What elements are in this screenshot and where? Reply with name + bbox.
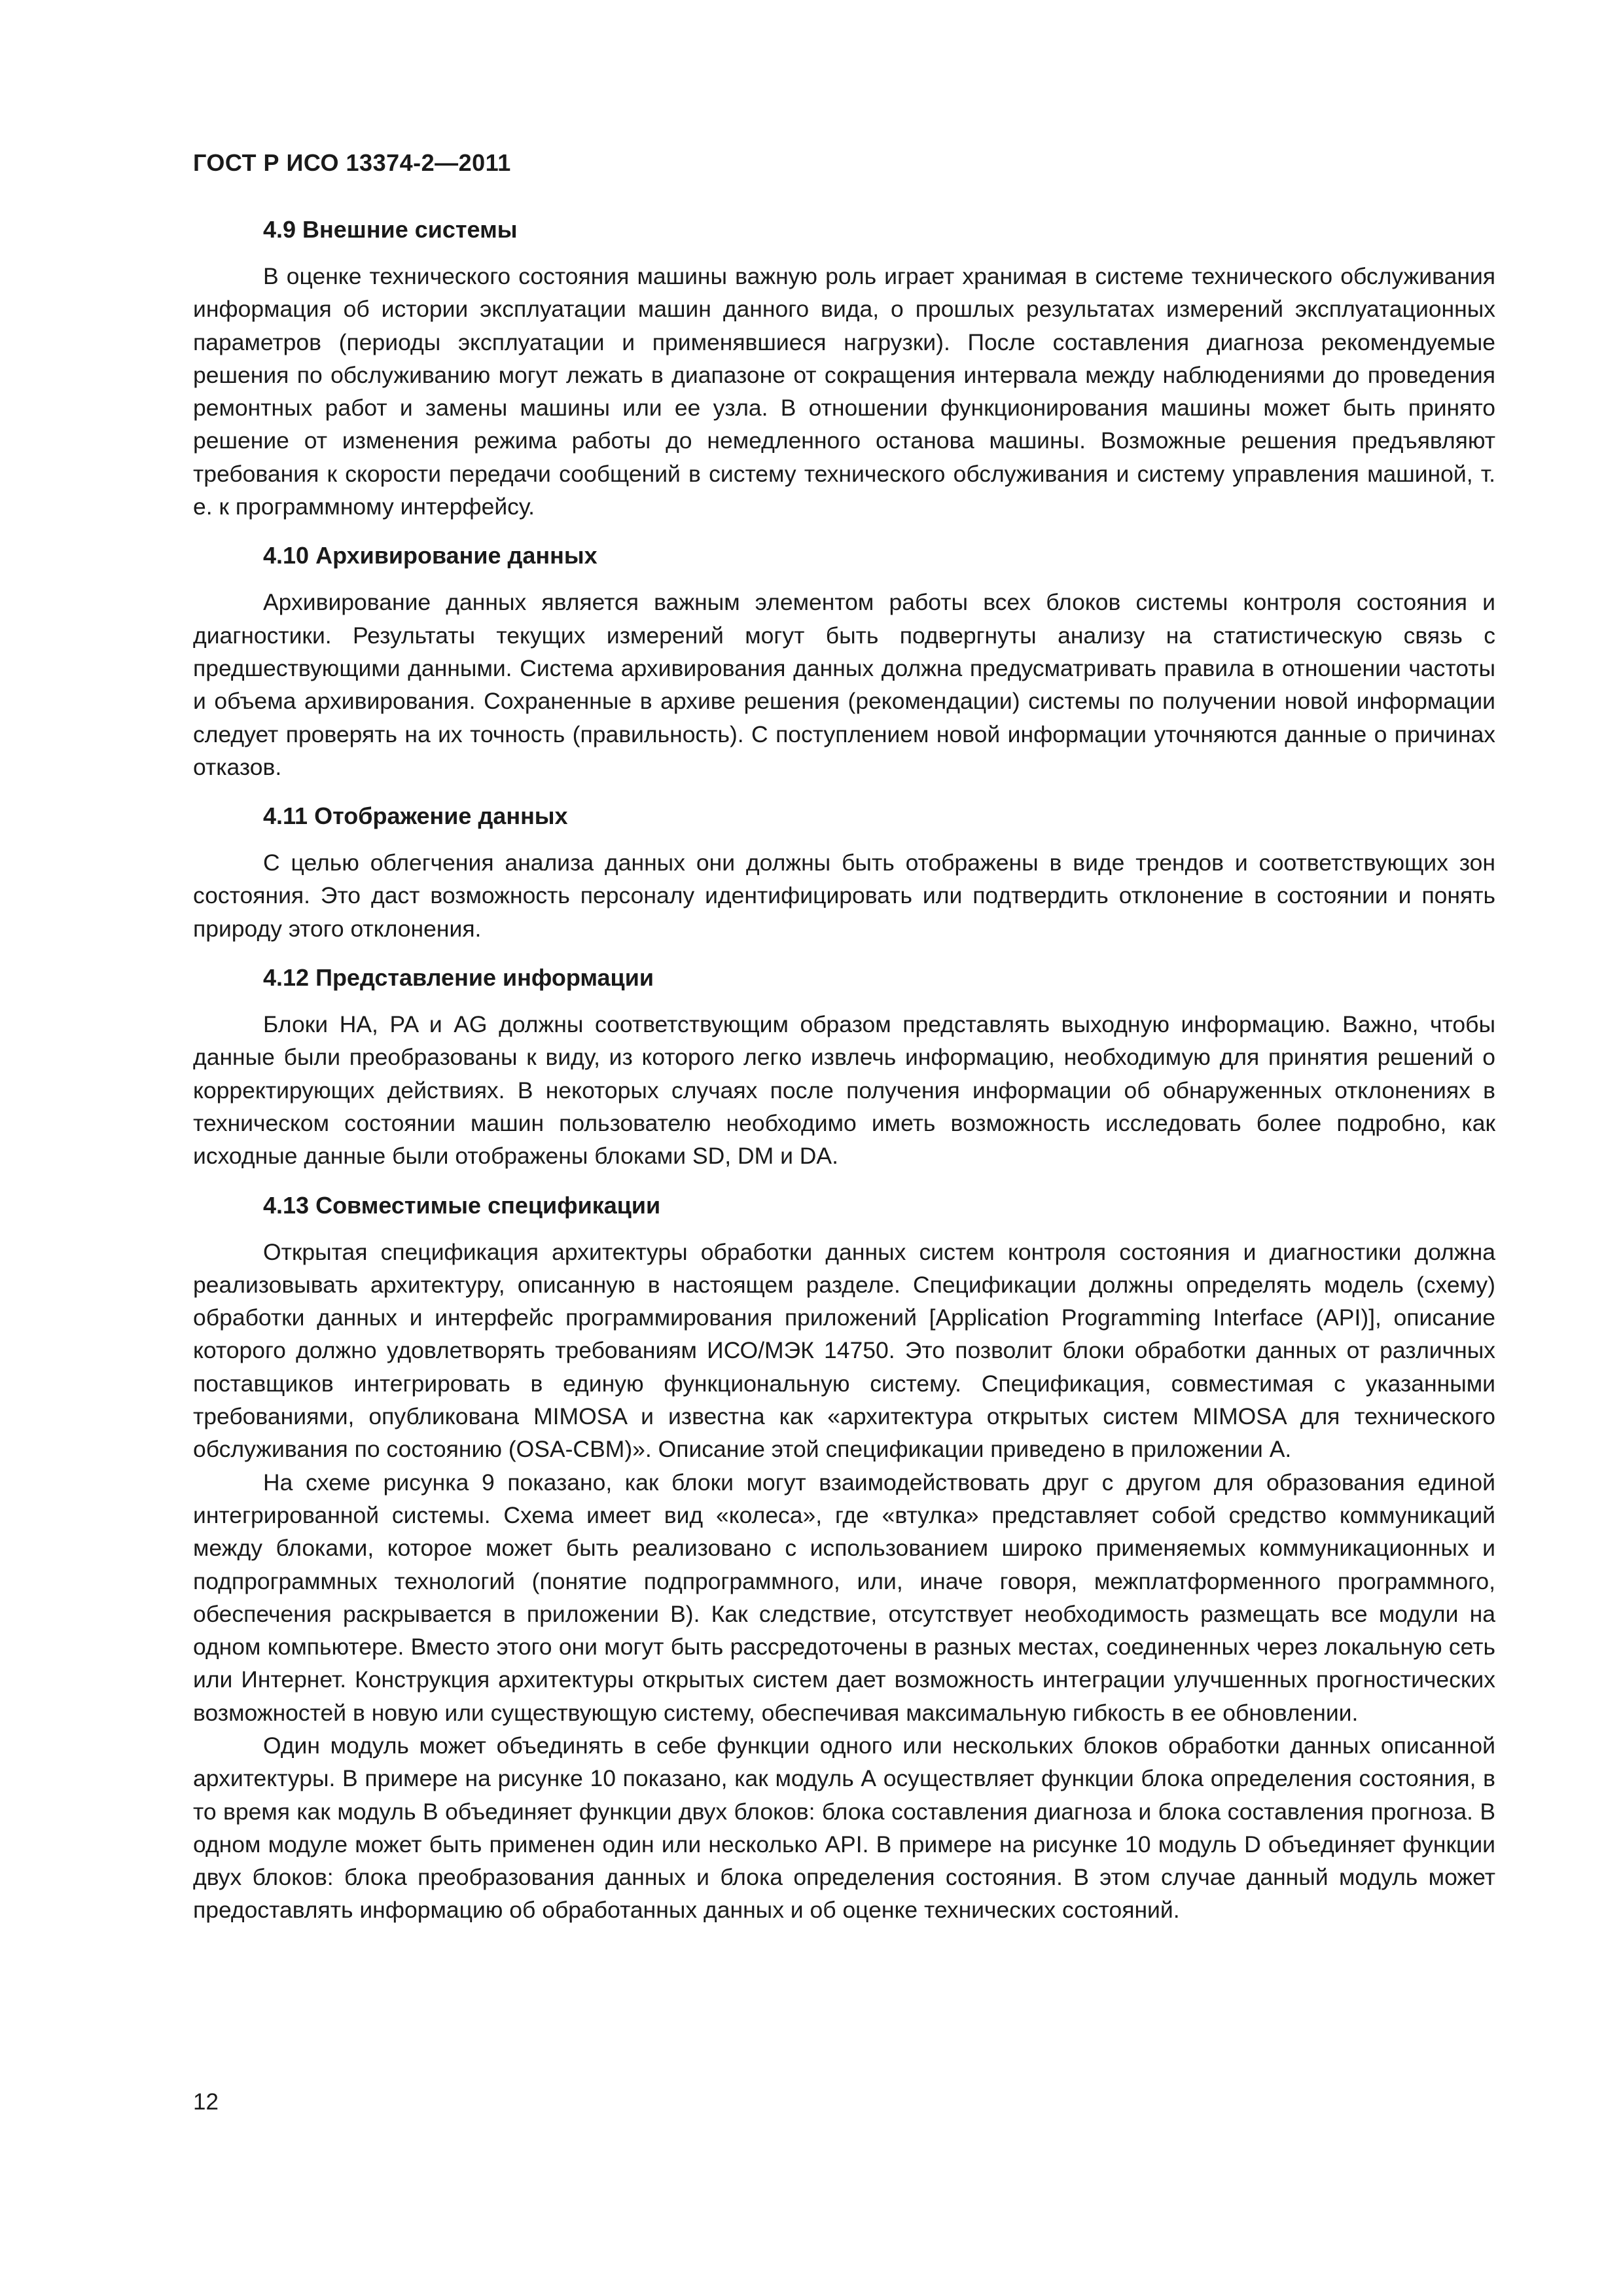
paragraph: Архивирование данных является важным элементом работы всех блоков системы контроля состояния и диагностики. Результаты текущих измерений могут быть подвергнуты анализу на статистическую связь с предшествующими данными. Система архивирования данных должна предусматривать правила в отношении частоты и объема архивирования. Сохраненные в архиве решения (рекомендации) системы по получении новой информации следует проверять на их точность (правильность). С поступлением новой информации уточняются данные о причинах отказов. <box>193 589 1495 780</box>
paragraph: Блоки HA, PA и AG должны соответствующим образом представлять выходную информацию. Важно, чтобы данные были преобразованы к виду, из которого легко извлечь информацию, необходимую для принятия решений о корректирующих действиях. В некоторых случаях после получения информации об обнаруженных отклонениях в техническом состоянии машин пользователю необходимо иметь возможность исследовать более подробно, как исходные данные были отображены блоками SD, DM и DA. <box>193 1011 1495 1170</box>
section-4-13 <box>193 1190 1495 1927</box>
page-body <box>193 147 1495 1944</box>
section-title: 4.11 Отображение данных <box>263 802 568 830</box>
section-title: 4.9 Внешние системы <box>263 216 518 243</box>
section-4-12 <box>193 962 1495 1172</box>
page-number: 12 <box>193 2089 219 2115</box>
section-4-11 <box>193 800 1495 945</box>
paragraph: Один модуль может объединять в себе функции одного или нескольких блоков обработки данных описанной архитектуры. В примере на рисунке 10 показано, как модуль А осуществляет функции блока определения состояния, в то время как модуль В объединяет функции двух блоков: блока составления диагноза и блока составления прогноза. В одном модуле может быть применен один или несколько API. В примере на рисунке 10 модуль D объединяет функции двух блоков: блока преобразования данных и блока определения состояния. В этом случае данный модуль может предоставлять информацию об обработанных данных и об оценке технических состояний. <box>193 1732 1495 1924</box>
section-title: 4.13 Совместимые спецификации <box>263 1191 661 1219</box>
section-4-10 <box>193 540 1495 783</box>
section-4-9 <box>193 214 1495 523</box>
paragraph: В оценке технического состояния машины важную роль играет хранимая в системе технического обслуживания информация об истории эксплуатации машин данного вида, о прошлых результатах измерений эксплуатационных параметров (периоды эксплуатации и применявшиеся нагрузки). После составления диагноза рекомендуемые решения по обслуживанию могут лежать в диапазоне от сокращения интервала между наблюдениями до проведения ремонтных работ и замены машины или ее узла. В отношении функционирования машины может быть принято решение от изменения режима работы до немедленного останова машины. Возможные решения предъявляют требования к скорости передачи сообщений в систему технического обслуживания и систему управления машиной, т. е. к программному интерфейсу. <box>193 263 1495 520</box>
paragraph: Открытая спецификация архитектуры обработки данных систем контроля состояния и диагностики должна реализовывать архитектуру, описанную в настоящем разделе. Спецификации должны определять модель (схему) обработки данных и интерфейс программирования приложений [Application Programming Interface (API)], описание которого должно удовлетворять требованиям ИСО/МЭК 14750. Это позволит блоки обработки данных от различных поставщиков интегрировать в единую функциональную систему. Спецификация, совместимая с указанными требованиями, опубликована MIMOSA и известна как «архитектура открытых систем MIMOSA для технического обслуживания по состоянию (OSA-CBM)». Описание этой спецификации приведено в приложении А. <box>193 1238 1495 1463</box>
paragraph: С целью облегчения анализа данных они должны быть отображены в виде трендов и соответствующих зон состояния. Это даст возможность персоналу идентифицировать или подтвердить отклонение в состоянии и понять природу этого отклонения. <box>193 850 1495 942</box>
section-title: 4.10 Архивирование данных <box>263 542 597 569</box>
section-title: 4.12 Представление информации <box>263 964 654 992</box>
paragraph: На схеме рисунка 9 показано, как блоки могут взаимодействовать друг с другом для образования единой интегрированной системы. Схема имеет вид «колеса», где «втулка» представляет собой средство коммуникаций между блоками, которое может быть реализовано с использованием широко применяемых коммуникационных и подпрограммных технологий (понятие подпрограммного, или, иначе говоря, межплатформенного программного, обеспечения раскрывается в приложении В). Как следствие, отсутствует необходимость размещать все модули на одном компьютере. Вместо этого они могут быть рассредоточены в разных местах, соединенных через локальную сеть или Интернет. Конструкция архитектуры открытых систем дает возможность интеграции улучшенных прогностических возможностей в новую или существующую систему, обеспечивая максимальную гибкость в ее обновлении. <box>193 1469 1495 1726</box>
document-header: ГОСТ Р ИСО 13374-2—2011 <box>193 149 511 176</box>
